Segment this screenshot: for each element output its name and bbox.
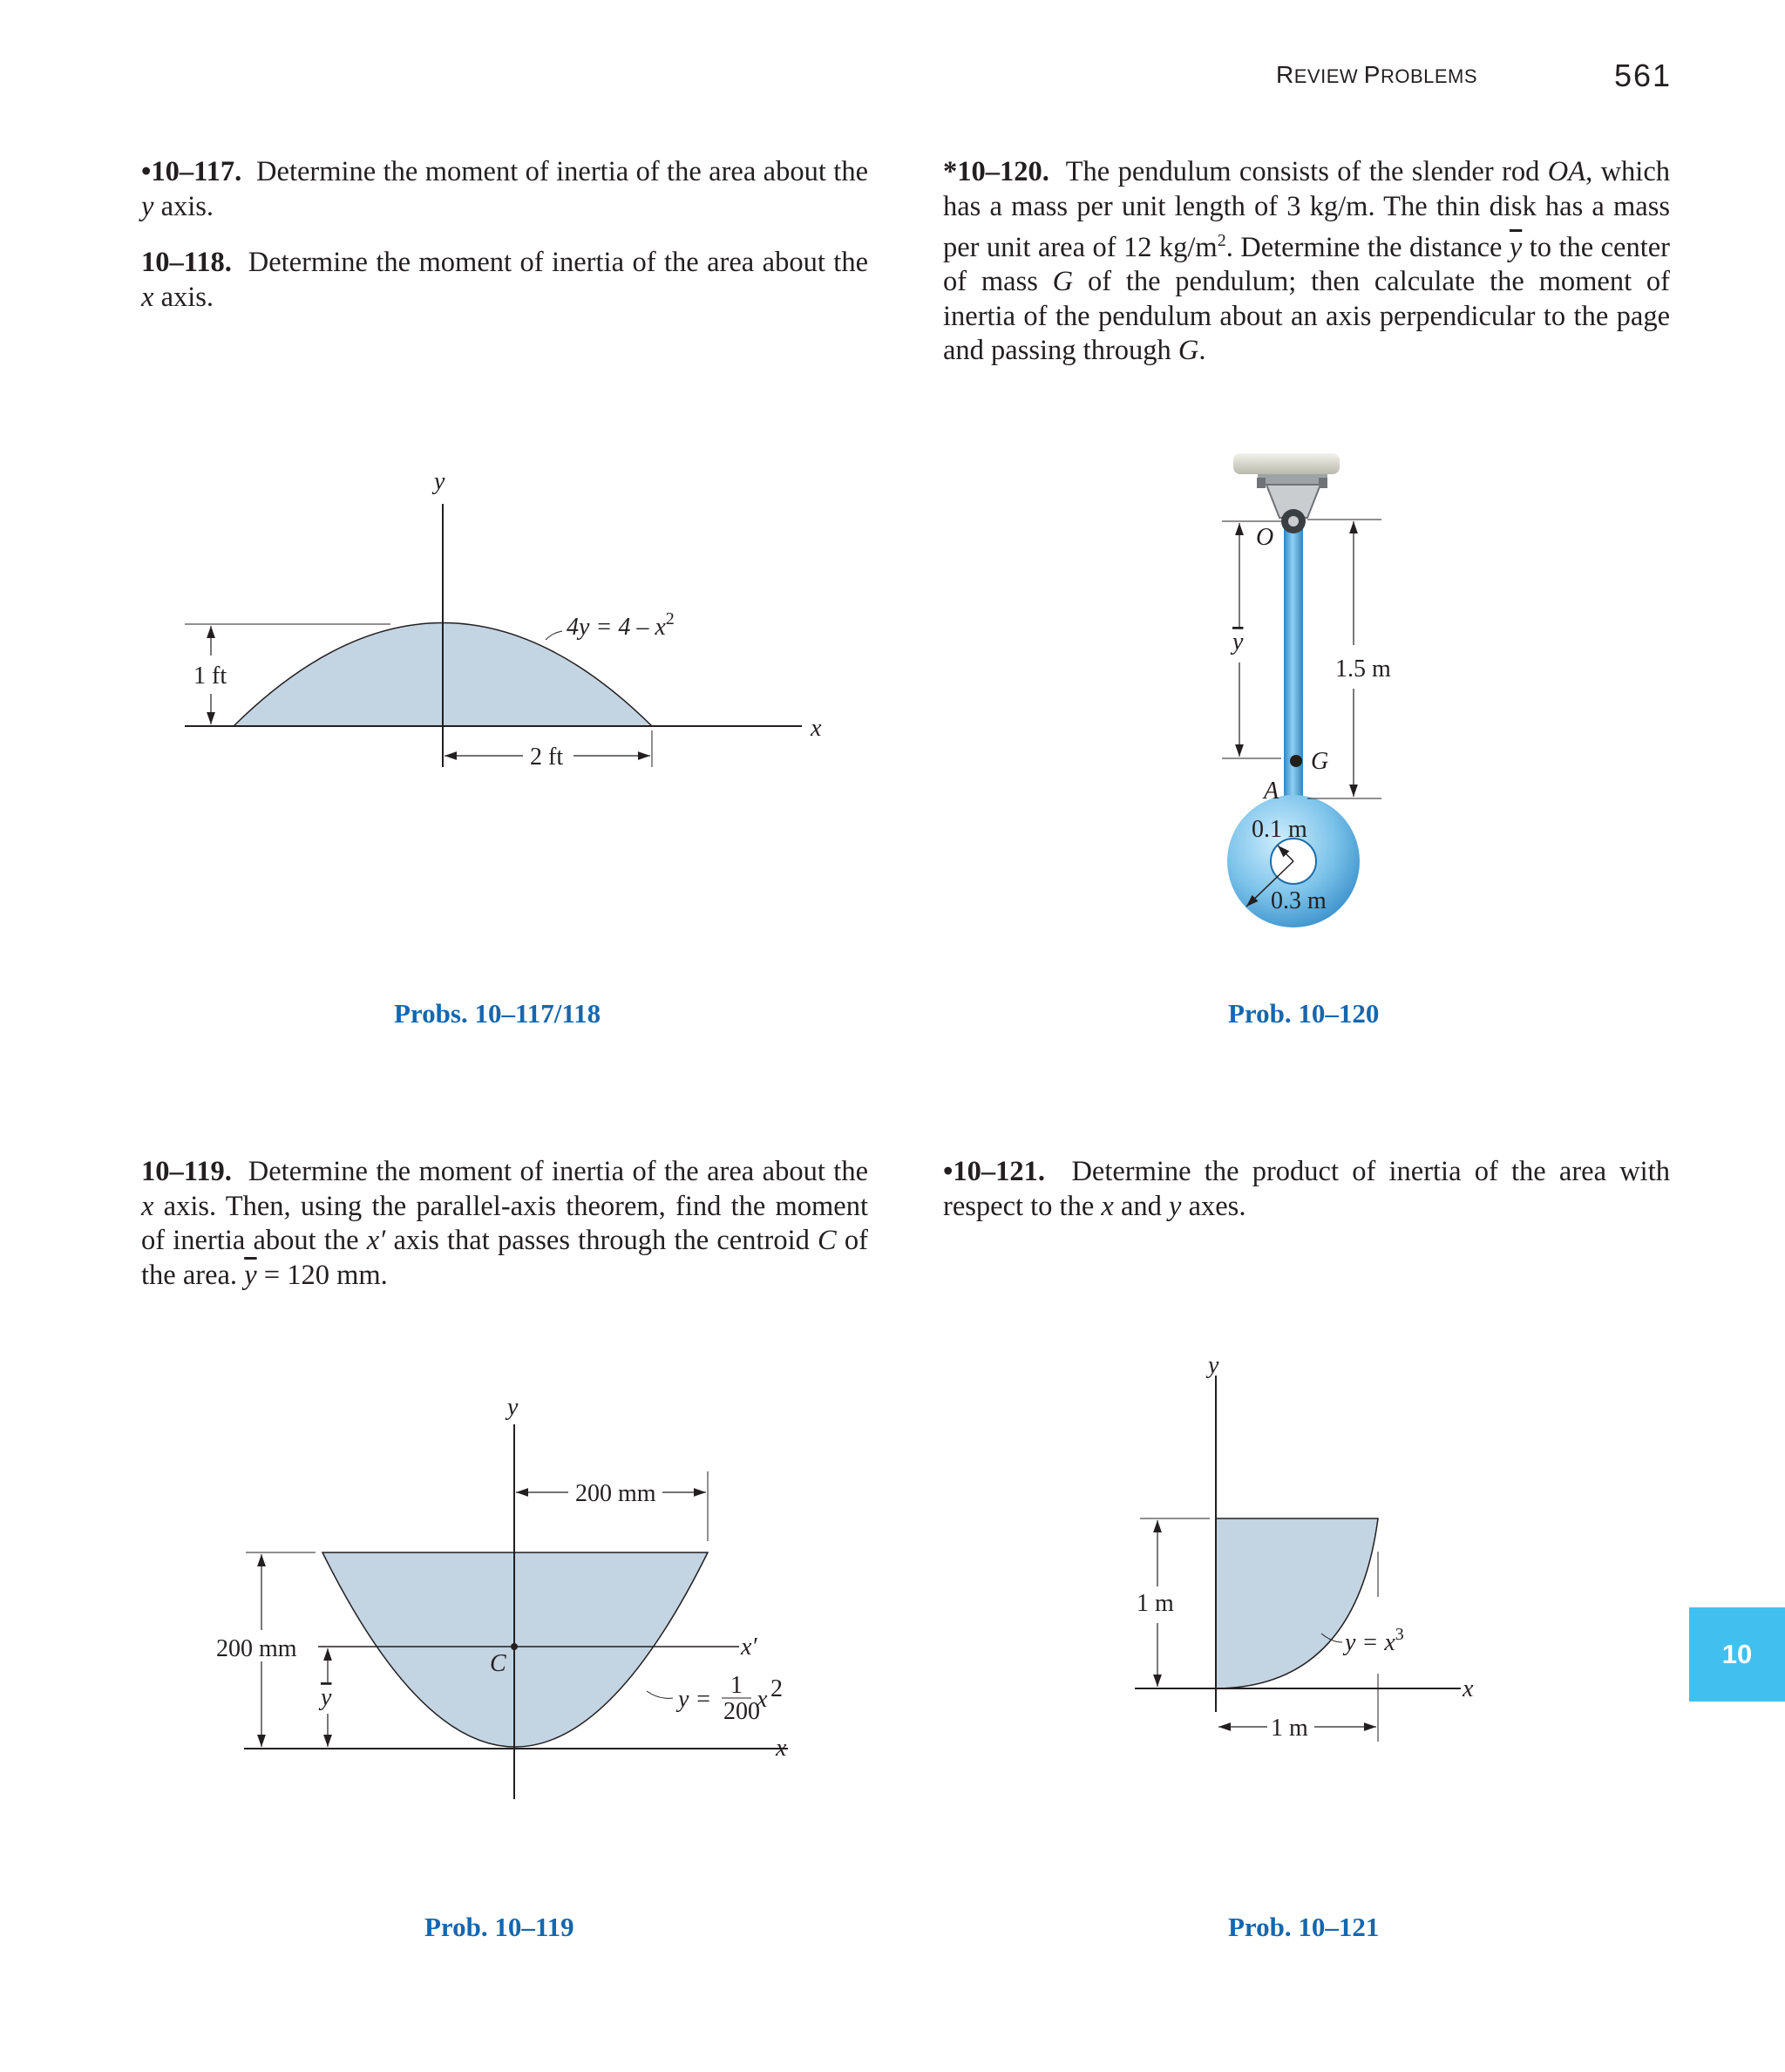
problem-var: G	[1178, 335, 1199, 367]
problem-text: axis.	[153, 190, 214, 222]
x-prime-axis-label: x′	[741, 1634, 757, 1661]
label-ybar: y	[1232, 628, 1244, 656]
header-text: ROBLEMS	[1380, 65, 1478, 87]
figure-10-117-118	[185, 468, 822, 771]
leader-line	[647, 1691, 673, 1698]
figure-caption-117-118: Probs. 10–117/118	[394, 998, 601, 1029]
problem-text: Determine the product of inertia of the area with respect to the	[943, 1156, 1670, 1222]
pin-hole	[1288, 516, 1299, 526]
figure-10-121	[1135, 1352, 1474, 1742]
label-A: A	[1264, 778, 1279, 805]
problem-var: $\overline{y}$	[244, 1259, 257, 1291]
figure-10-120	[1222, 453, 1391, 927]
leader-line	[546, 631, 562, 640]
equation-exponent: 3	[1395, 1625, 1404, 1644]
equation-text: 4y = 4 – x	[567, 614, 666, 641]
figure-caption-119: Prob. 10–119	[424, 1912, 574, 1942]
figure-10-119	[216, 1394, 788, 1799]
problem-var: G	[1052, 266, 1074, 298]
height-dimension-label: 1 ft	[193, 662, 227, 690]
equation-exponent: 2	[665, 609, 675, 628]
superscript: 2	[1217, 231, 1226, 250]
problem-number: •10–117.	[141, 156, 242, 187]
problem-text: .	[1198, 335, 1206, 367]
problem-var: C	[818, 1225, 837, 1256]
problem-number: 10–119.	[141, 1156, 232, 1187]
equation-denominator: 200	[723, 1698, 760, 1725]
label-ybar: y	[321, 1684, 332, 1711]
y-axis-label: y	[434, 468, 445, 495]
width-dimension-label: 2 ft	[530, 744, 564, 771]
problem-var: $\overline{y}$	[1509, 231, 1523, 263]
header-letter: P	[1363, 61, 1381, 88]
problem-text: of the area.	[141, 1225, 868, 1291]
problem-text: Determine the moment of inertia of the area about the	[248, 247, 869, 278]
equation-text: y = x	[1345, 1629, 1395, 1656]
problem-text: of the pendulum; then calculate the moment of inertia of the pendulum about an axis perpendicular to the page and passing through	[943, 266, 1670, 367]
x-axis-label: x	[776, 1735, 787, 1762]
bolt	[1257, 478, 1266, 488]
y-axis-label: y	[507, 1394, 519, 1421]
outer-radius-label: 0.3 m	[1271, 887, 1327, 914]
center-of-mass-point	[1290, 755, 1302, 767]
label-C: C	[490, 1650, 506, 1677]
problem-number: 10–118.	[141, 247, 232, 278]
width-dimension-label: 1 m	[1271, 1715, 1308, 1742]
chapter-tab: 10	[1689, 1607, 1785, 1702]
problem-text: = 120 mm.	[256, 1259, 388, 1291]
mount-plate	[1258, 474, 1327, 485]
equation-variable: x	[757, 1686, 768, 1713]
figure-caption-120: Prob. 10–120	[1228, 998, 1380, 1029]
height-dimension-label: 1 m	[1137, 1590, 1174, 1617]
problem-number: *10–120.	[943, 156, 1049, 187]
problem-text: axis.	[153, 281, 214, 313]
inner-radius-label: 0.1 m	[1252, 816, 1307, 843]
header-text: EVIEW	[1293, 65, 1364, 87]
equation-lhs: y =	[678, 1686, 712, 1713]
problem-var: y	[141, 190, 154, 222]
x-axis-label: x	[811, 715, 822, 742]
y-axis-label: y	[1208, 1352, 1219, 1379]
page-number: 561	[1614, 58, 1673, 93]
height-dimension-label: 200 mm	[216, 1635, 297, 1662]
x-axis-label: x	[1463, 1675, 1474, 1702]
problem-var: x	[141, 281, 154, 313]
equation-numerator: 1	[730, 1672, 743, 1699]
problem-text: Determine the moment of inertia of the area about the	[248, 1156, 869, 1187]
problem-text: and	[1113, 1190, 1170, 1222]
problem-var: x	[141, 1190, 154, 1222]
equation-exponent: 2	[770, 1675, 783, 1702]
label-O: O	[1256, 524, 1274, 551]
curve-equation	[1342, 1625, 1404, 1656]
problem-var: x	[1101, 1190, 1114, 1222]
cubic-area	[1216, 1518, 1378, 1688]
problem-text: axis. Then, using the parallel-axis theorem, find the moment of inertia about the	[141, 1190, 868, 1256]
ceiling-base	[1233, 453, 1340, 474]
problem-var: x′	[366, 1225, 386, 1256]
problem-text: . Determine the distance	[1225, 231, 1510, 263]
problem-text: Determine the moment of inertia of the area about the	[256, 156, 868, 187]
problem-number: •10–121.	[943, 1156, 1046, 1187]
figure-caption-121: Prob. 10–121	[1228, 1912, 1380, 1942]
problem-text: to the center of mass	[943, 231, 1670, 298]
label-G: G	[1311, 748, 1329, 775]
problem-var: y	[1169, 1190, 1182, 1222]
problem-text: The pendulum consists of the slender rod	[1065, 156, 1548, 187]
curve-equation	[567, 609, 675, 641]
problem-text: , which has a mass per unit length of 3 kg/m. The thin disk has a mass per unit area of 12 kg/m	[943, 156, 1671, 263]
problem-text: axis that passes through the centroid	[385, 1225, 818, 1256]
problem-text: axes.	[1181, 1190, 1246, 1222]
length-dimension-label: 1.5 m	[1335, 656, 1391, 683]
header-letter: R	[1276, 61, 1294, 88]
centroid-point	[511, 1643, 518, 1650]
width-dimension-label: 200 mm	[575, 1480, 656, 1507]
problem-var: OA	[1547, 156, 1586, 187]
